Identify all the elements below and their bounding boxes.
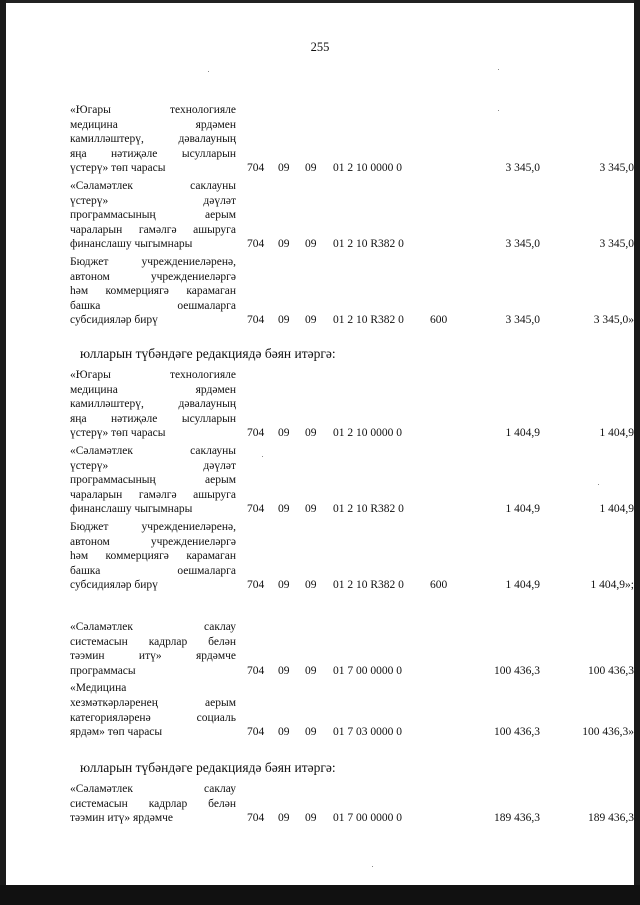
description-line: автоном учреждениеләргә xyxy=(70,535,236,548)
description-line: системасын кадрлар белән xyxy=(70,635,236,648)
description-line: тәэмин итү» ярдәмче xyxy=(70,812,173,825)
row-description xyxy=(70,368,236,441)
description-line: автоном учреждениеләргә xyxy=(70,270,236,283)
ministry-code: 704 xyxy=(247,238,265,251)
description-line: яңа нәтиҗәле ысулларын xyxy=(70,412,236,425)
section-code: 09 xyxy=(278,427,290,440)
description-line: башка оешмаларга xyxy=(70,564,236,577)
amount-year-2: 3 345,0» xyxy=(593,314,634,327)
row-description xyxy=(70,681,236,739)
table-row xyxy=(0,620,640,678)
description-line: камилләштерү, дәвалауның xyxy=(70,133,236,146)
description-line: һәм коммерциягә карамаган xyxy=(70,550,236,563)
ministry-code: 704 xyxy=(247,162,265,175)
description-line: «Сәламәтлек саклауны xyxy=(70,445,236,457)
description-line: үстерү» төп чарасы xyxy=(70,427,166,440)
row-description xyxy=(70,620,236,678)
subsection-code: 09 xyxy=(305,579,317,592)
description-line: категорияләренә социаль xyxy=(70,711,236,724)
description-line: медицина ярдәмен xyxy=(70,118,236,131)
amount-year-2: 100 436,3» xyxy=(582,726,634,739)
description-line: ярдәм» төп чарасы xyxy=(70,726,163,739)
amount-year-2: 1 404,9»; xyxy=(590,579,634,592)
description-line: финанслашу чыгымнары xyxy=(70,238,193,251)
amount-year-1: 3 345,0 xyxy=(505,162,540,175)
amount-year-2: 1 404,9 xyxy=(599,427,634,440)
table-row xyxy=(0,255,640,328)
description-line: «Сәламәтлек саклау xyxy=(70,783,236,795)
target-article-code: 01 7 00 0000 0 xyxy=(333,664,402,677)
section-code: 09 xyxy=(278,726,290,739)
section-code: 09 xyxy=(278,314,290,327)
section-code: 09 xyxy=(278,812,290,825)
subsection-code: 09 xyxy=(305,427,317,440)
target-article-code: 01 2 10 R382 0 xyxy=(333,314,404,327)
row-description xyxy=(70,782,236,826)
description-line: яңа нәтиҗәле ысулларын xyxy=(70,147,236,160)
description-line: үстерү» дәүләт xyxy=(70,459,236,472)
description-line: программасының аерым xyxy=(70,474,236,487)
amount-year-2: 3 345,0 xyxy=(599,238,634,251)
row-description xyxy=(70,520,236,593)
table-row xyxy=(0,444,640,517)
scan-border-bottom xyxy=(0,885,640,905)
description-line: системасын кадрлар белән xyxy=(70,797,236,810)
target-article-code: 01 2 10 0000 0 xyxy=(333,162,402,175)
table-row xyxy=(0,368,640,441)
description-line: хезмәткәрләренең аерым xyxy=(70,696,236,709)
description-line: «Сәламәтлек саклауны xyxy=(70,180,236,192)
subsection-code: 09 xyxy=(305,314,317,327)
target-article-code: 01 2 10 R382 0 xyxy=(333,238,404,251)
subsection-code: 09 xyxy=(305,664,317,677)
ministry-code: 704 xyxy=(247,664,265,677)
row-description xyxy=(70,103,236,176)
target-article-code: 01 2 10 R382 0 xyxy=(333,503,404,516)
section-code: 09 xyxy=(278,664,290,677)
intro-text: юлларын түбәндәге редакциядә бәян итәргә: xyxy=(80,346,336,361)
target-article-code: 01 2 10 0000 0 xyxy=(333,427,402,440)
description-line: «Сәламәтлек саклау xyxy=(70,621,236,633)
description-line: тәэмин итү» ярдәмче xyxy=(70,650,236,663)
subsection-code: 09 xyxy=(305,726,317,739)
amount-year-1: 100 436,3 xyxy=(494,726,540,739)
expense-type-code: 600 xyxy=(430,579,448,592)
description-line: «Медицина xyxy=(70,682,127,695)
subsection-code: 09 xyxy=(305,162,317,175)
table-row xyxy=(0,681,640,739)
ministry-code: 704 xyxy=(247,427,265,440)
description-line: программасы xyxy=(70,664,136,677)
amount-year-1: 1 404,9 xyxy=(505,427,540,440)
description-line: башка оешмаларга xyxy=(70,299,236,312)
amount-year-2: 189 436,3 xyxy=(588,812,634,825)
section-code: 09 xyxy=(278,238,290,251)
section-code: 09 xyxy=(278,579,290,592)
ministry-code: 704 xyxy=(247,579,265,592)
target-article-code: 01 2 10 R382 0 xyxy=(333,579,404,592)
description-line: һәм коммерциягә карамаган xyxy=(70,285,236,298)
target-article-code: 01 7 03 0000 0 xyxy=(333,726,402,739)
intro-text: юлларын түбәндәге редакциядә бәян итәргә: xyxy=(80,760,336,775)
description-line: медицина ярдәмен xyxy=(70,383,236,396)
amount-year-2: 3 345,0 xyxy=(599,162,634,175)
amount-year-1: 1 404,9 xyxy=(505,503,540,516)
amount-year-2: 100 436,3 xyxy=(588,664,634,677)
ministry-code: 704 xyxy=(247,812,265,825)
section-code: 09 xyxy=(278,503,290,516)
amount-year-1: 3 345,0 xyxy=(505,238,540,251)
description-line: Бюджет учреждениеләренә, xyxy=(70,256,236,268)
table-row xyxy=(0,782,640,826)
description-line: финанслашу чыгымнары xyxy=(70,503,193,516)
description-line: «Югары технологияле xyxy=(70,369,236,381)
section-code: 09 xyxy=(278,162,290,175)
scan-border-top xyxy=(0,0,640,3)
row-description xyxy=(70,179,236,252)
page-number: 255 xyxy=(310,40,330,54)
description-line: субсидияләр бирү xyxy=(70,314,158,327)
ministry-code: 704 xyxy=(247,314,265,327)
subsection-code: 09 xyxy=(305,238,317,251)
expense-type-code: 600 xyxy=(430,314,448,327)
description-line: субсидияләр бирү xyxy=(70,579,158,592)
amount-year-1: 100 436,3 xyxy=(494,664,540,677)
description-line: үстерү» төп чарасы xyxy=(70,162,166,175)
target-article-code: 01 7 00 0000 0 xyxy=(333,812,402,825)
subsection-code: 09 xyxy=(305,812,317,825)
description-line: программасының аерым xyxy=(70,209,236,222)
description-line: үстерү» дәүләт xyxy=(70,194,236,207)
amount-year-1: 189 436,3 xyxy=(494,812,540,825)
row-description xyxy=(70,444,236,517)
subsection-code: 09 xyxy=(305,503,317,516)
description-line: камилләштерү, дәвалауның xyxy=(70,398,236,411)
row-description xyxy=(70,255,236,328)
description-line: Бюджет учреждениеләренә, xyxy=(70,521,236,533)
amount-year-1: 1 404,9 xyxy=(505,579,540,592)
ministry-code: 704 xyxy=(247,726,265,739)
ministry-code: 704 xyxy=(247,503,265,516)
description-line: чараларын гамәлгә ашыруга xyxy=(70,223,236,236)
table-row xyxy=(0,179,640,252)
description-line: «Югары технологияле xyxy=(70,104,236,116)
amount-year-2: 1 404,9 xyxy=(599,503,634,516)
amount-year-1: 3 345,0 xyxy=(505,314,540,327)
description-line: чараларын гамәлгә ашыруга xyxy=(70,488,236,501)
table-row xyxy=(0,103,640,176)
table-row xyxy=(0,520,640,593)
